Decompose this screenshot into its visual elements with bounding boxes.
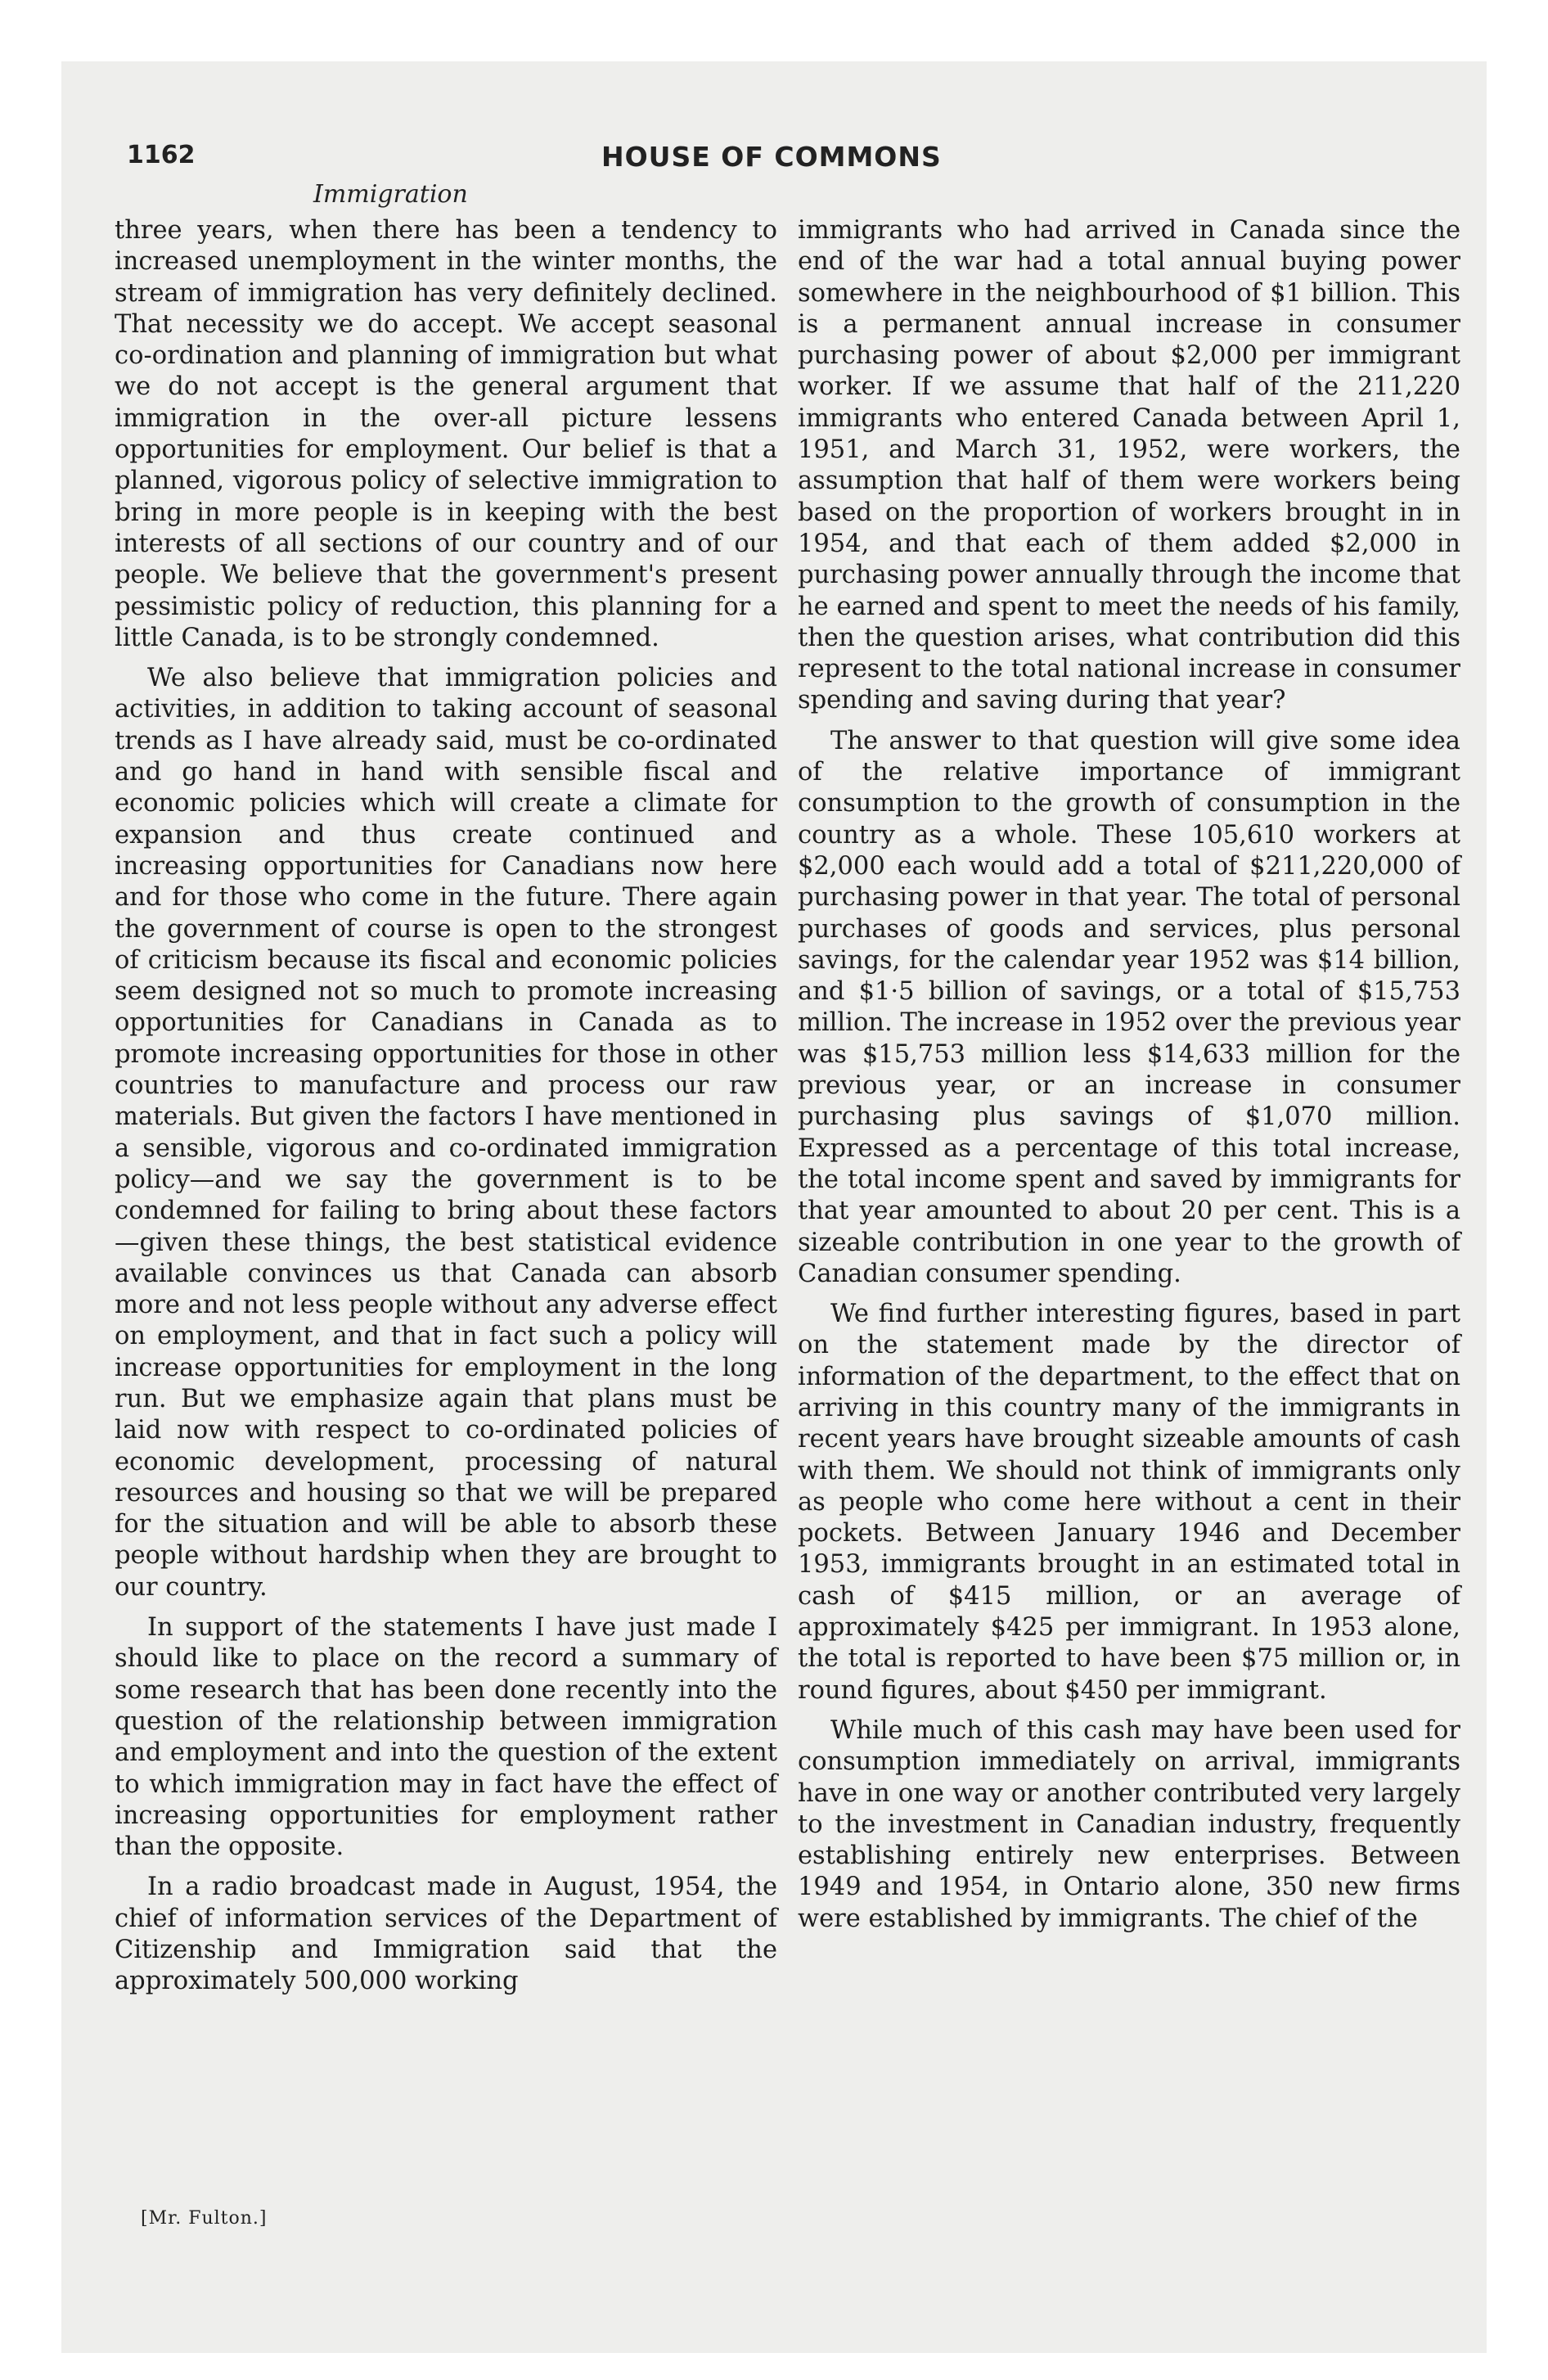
- left-paragraph-3: In support of the statements I have just made I should like to place on the record a summary of some research that has been done recently into the question of the relationship between immigration and employment and into the question of the extent to which immigration may in fact have the effect of increasing opportunities for employment rather than the opposite.: [115, 1613, 777, 1862]
- left-column: [115, 215, 777, 2007]
- page-number: 1162: [127, 141, 196, 169]
- right-paragraph-1: immigrants who had arrived in Canada since the end of the war had a total annual buying power somewhere in the neighbourhood of $1 billion. This is a permanent annual increase in consumer purchasing power of about $2,000 per immigrant worker. If we assume that half of the 211,220 immigrants who entered Canada between April 1, 1951, and March 31, 1952, were workers, the assumption that half of them were workers being based on the proportion of workers brought in in 1954, and that each of them added $2,000 in purchasing power annually through the income that he earned and spent to meet the needs of his family, then the question arises, what contribution did this represent to the total national increase in consumer spending and saving during that year?: [798, 216, 1460, 715]
- right-paragraph-4: While much of this cash may have been used for consumption immediately on arrival, immigrants have in one way or another contributed very largely to the investment in Canadian industry, frequently establishing entirely new enterprises. Between 1949 and 1954, in Ontario alone, 350 new firms were established by immigrants. The chief of the: [798, 1715, 1460, 1933]
- right-paragraph-2: The answer to that question will give some idea of the relative importance of immigrant consumption to the growth of consumption in the country as a whole. These 105,610 workers at $2,000 each would add a total of $211,220,000 of purchasing power in that year. The total of personal purchases of goods and services, plus personal savings, for the calendar year 1952 was $14 billion, and $1·5 billion of savings, or a total of $15,753 million. The increase in 1952 over the previous year was $15,753 million less $14,633 million for the previous year, or an increase in consumer purchasing plus savings of $1,070 million. Expressed as a percentage of this total increase, the total income spent and saved by immigrants for that year amounted to about 20 per cent. This is a sizeable contribution in one year to the growth of Canadian consumer spending.: [798, 726, 1460, 1288]
- running-title: HOUSE OF COMMONS: [601, 141, 942, 173]
- left-paragraph-2: We also believe that immigration policies and activities, in addition to taking account of seasonal trends as I have already said, must be co-ordinated and go hand in hand with sensible fiscal and economic policies which will create a climate for expansion and thus create continued and increasing opportunities for Canadians now here and for those who come in the future. There again the government of course is open to the strongest of criticism because its fiscal and economic policies seem designed not so much to promote increasing opportunities for Canadians in Canada as to promote increasing opportunities for those in other countries to manufacture and process our raw materials. But given the factors I have mentioned in a sensible, vigorous and co-ordinated immigration policy—and we say the government is to be condemned for failing to bring about these factors—given these things, the best statistical evidence available convinces us that Canada can absorb more and not less people without any adverse effect on employment, and that in fact such a policy will increase opportunities for employment in the long run. But we emphasize again that plans must be laid now with respect to co-ordinated policies of economic development, processing of natural resources and housing so that we will be prepared for the situation and will be able to absorb these people without hardship when they are brought to our country.: [115, 664, 777, 1602]
- left-paragraph-1: three years, when there has been a tendency to increased unemployment in the winter months, the stream of immigration has very definitely declined. That necessity we do accept. We accept seasonal co-ordination and planning of immigration but what we do not accept is the general argument that immigration in the over-all picture lessens opportunities for employment. Our belief is that a planned, vigorous policy of selective immigration to bring in more people is in keeping with the best interests of all sections of our country and of our people. We believe that the government's present pessimistic policy of reduction, this planning for a little Canada, is to be strongly condemned.: [115, 216, 777, 652]
- right-paragraph-3: We find further interesting figures, based in part on the statement made by the director of information of the department, to the effect that on arriving in this country many of the immigrants in recent years have brought sizeable amounts of cash with them. We should not think of immigrants only as people who come here without a cent in their pockets. Between January 1946 and December 1953, immigrants brought in an estimated total in cash of $415 million, or an average of approximately $425 per immigrant. In 1953 alone, the total is reported to have been $75 million or, in round figures, about $450 per immigrant.: [798, 1300, 1460, 1705]
- section-title: Immigration: [313, 180, 468, 209]
- page-header: [127, 141, 1451, 180]
- speaker-footnote: [Mr. Fulton.]: [141, 2208, 268, 2229]
- right-column: [798, 215, 1460, 1944]
- left-paragraph-4: In a radio broadcast made in August, 1954, the chief of information services of the Department of Citizenship and Immigration said that the approximately 500,000 working: [115, 1873, 777, 1996]
